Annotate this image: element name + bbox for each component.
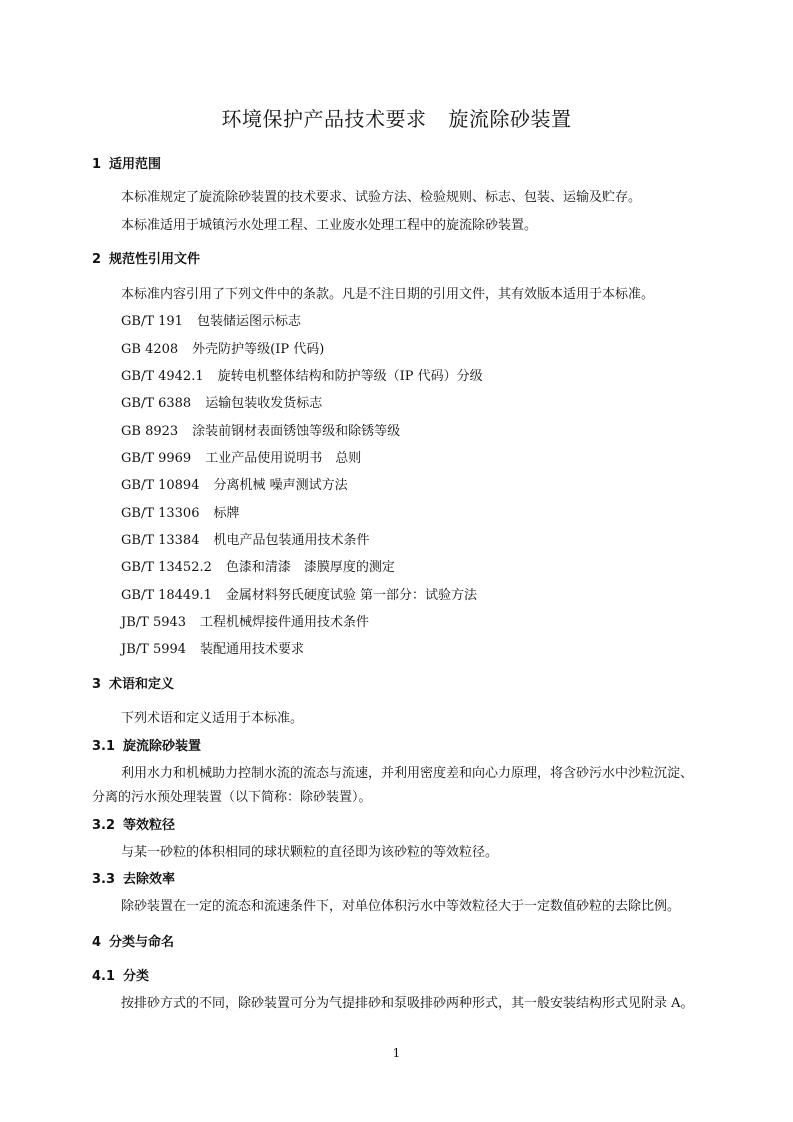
paragraph: 本标准适用于城镇污水处理工程、工业废水处理工程中的旋流除砂装置。 [121, 218, 538, 233]
title-part2: 旋流除砂装置 [448, 107, 572, 131]
reference-code: JB/T 5994 [121, 642, 187, 657]
reference-name: 机电产品包装通用技术条件 [213, 533, 370, 548]
subsection-3-2-heading [92, 814, 175, 833]
reference-code: GB/T 13306 [121, 506, 200, 521]
reference-name: 色漆和清漆 漆膜厚度的测定 [225, 560, 395, 575]
reference-name: 运输包装收发货标志 [205, 396, 323, 411]
reference-name: 标牌 [213, 506, 240, 521]
reference-code: GB/T 13452.2 [121, 560, 212, 575]
reference-item [121, 310, 301, 329]
section-title: 规范性引用文件 [109, 252, 201, 267]
section-number: 1 [92, 157, 102, 172]
subsection-3-1-heading [92, 735, 201, 754]
section-title: 术语和定义 [109, 677, 175, 692]
reference-name: 包装储运图示标志 [196, 314, 301, 329]
reference-item [121, 447, 361, 466]
title-part1: 环境保护产品技术要求 [221, 107, 427, 131]
reference-code: GB/T 191 [121, 314, 183, 329]
paragraph: 本标准内容引用了下列文件中的条款。凡是不注日期的引用文件，其有效版本适用于本标准。 [121, 287, 655, 302]
reference-code: GB/T 13384 [121, 533, 200, 548]
paragraph: 利用水力和机械助力控制水流的流态与流速，并利用密度差和向心力原理，将含砂污水中沙粒沉淀、 [121, 766, 694, 781]
reference-code: GB/T 9969 [121, 451, 192, 466]
paragraph: 下列术语和定义适用于本标准。 [121, 711, 304, 726]
reference-name: 分离机械 噪声测试方法 [213, 478, 348, 493]
subsection-4-1-heading [92, 965, 149, 984]
section-title: 适用范围 [109, 157, 162, 172]
reference-item [121, 338, 324, 357]
reference-code: GB/T 10894 [121, 478, 200, 493]
section-title: 分类与命名 [109, 935, 175, 950]
subsection-number: 3.3 [92, 872, 116, 887]
page-number: 1 [392, 1046, 401, 1060]
reference-item [121, 474, 348, 493]
reference-name: 外壳防护等级(IP 代码) [192, 342, 325, 357]
reference-item [121, 420, 400, 439]
subsection-title: 分类 [123, 969, 150, 984]
section-2-heading [92, 248, 200, 267]
subsection-number: 3.1 [92, 739, 116, 754]
paragraph: 按排砂方式的不同，除砂装置可分为气提排砂和泵吸排砂两种形式，其一般安装结构形式见附录 A。 [121, 996, 694, 1011]
subsection-title: 等效粒径 [123, 818, 176, 833]
reference-code: GB/T 18449.1 [121, 588, 212, 603]
reference-name: 涂装前钢材表面锈蚀等级和除锈等级 [192, 424, 401, 439]
reference-item [121, 611, 369, 630]
paragraph: 与某一砂粒的体积相同的球状颗粒的直径即为该砂粒的等效粒径。 [121, 845, 499, 860]
reference-code: GB 4208 [121, 342, 179, 357]
reference-code: GB/T 4942.1 [121, 369, 204, 384]
reference-name: 工程机械焊接件通用技术条件 [200, 615, 370, 630]
reference-item [121, 556, 395, 575]
subsection-number: 3.2 [92, 818, 116, 833]
reference-name: 金属材料努氏硬度试验 第一部分：试验方法 [225, 588, 478, 603]
section-number: 2 [92, 252, 102, 267]
subsection-number: 4.1 [92, 969, 116, 984]
reference-item [121, 365, 483, 384]
reference-code: GB/T 6388 [121, 396, 192, 411]
section-1-heading [92, 153, 161, 172]
paragraph: 本标准规定了旋流除砂装置的技术要求、试验方法、检验规则、标志、包装、运输及贮存。 [121, 190, 642, 205]
paragraph: 除砂装置在一定的流态和流速条件下，对单位体积污水中等效粒径大于一定数值砂粒的去除比例。 [121, 899, 681, 914]
reference-code: GB 8923 [121, 424, 179, 439]
document-title [0, 103, 793, 132]
reference-item [121, 638, 304, 657]
reference-item [121, 584, 477, 603]
section-number: 4 [92, 935, 102, 950]
reference-name: 工业产品使用说明书 总则 [205, 451, 362, 466]
subsection-title: 旋流除砂装置 [123, 739, 202, 754]
section-4-heading [92, 931, 174, 950]
subsection-3-3-heading [92, 868, 175, 887]
section-3-heading [92, 673, 174, 692]
paragraph-continuation: 分离的污水预处理装置（以下简称：除砂装置）。 [92, 790, 372, 805]
reference-name: 装配通用技术要求 [200, 642, 305, 657]
subsection-title: 去除效率 [123, 872, 176, 887]
reference-code: JB/T 5943 [121, 615, 187, 630]
reference-name: 旋转电机整体结构和防护等级（IP 代码）分级 [217, 369, 483, 384]
section-number: 3 [92, 677, 102, 692]
reference-item [121, 529, 370, 548]
reference-item [121, 502, 240, 521]
reference-item [121, 392, 322, 411]
